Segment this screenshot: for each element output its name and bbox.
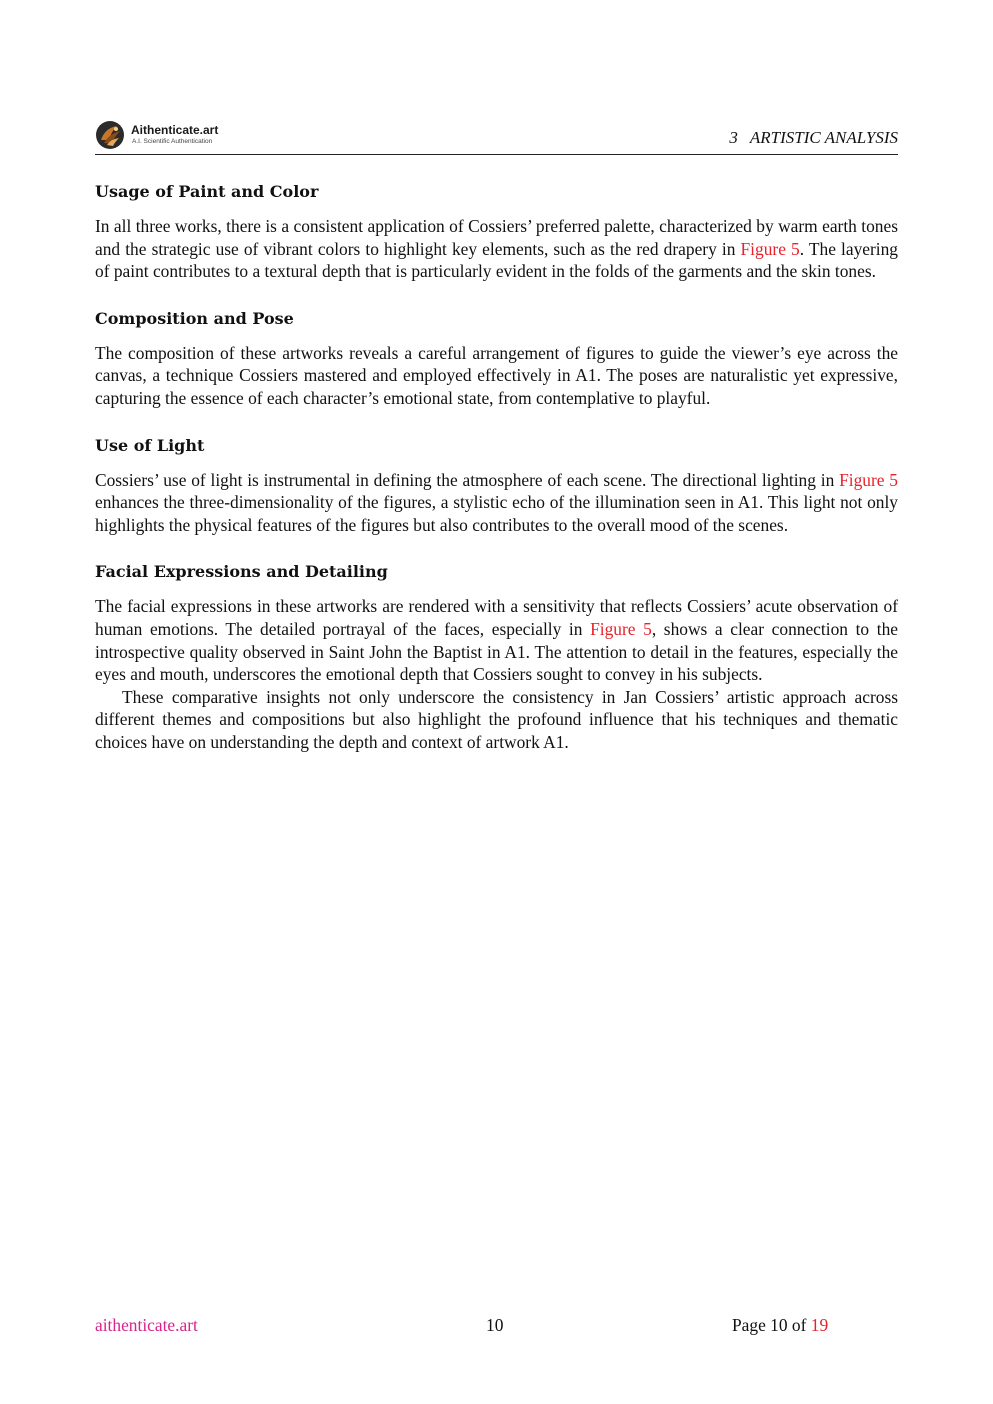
figure-reference-link[interactable]: Figure 5 <box>740 238 800 259</box>
figure-reference-link[interactable]: Figure 5 <box>590 618 652 639</box>
section-facial-expressions <box>95 560 898 753</box>
brand-name: Aithenticate.art <box>131 123 219 137</box>
section-heading: Facial Expressions and Detailing <box>95 562 388 582</box>
section-heading: Composition and Pose <box>95 308 294 328</box>
section-use-of-light <box>95 434 898 537</box>
body-paragraph: Cossiers’ use of light is instrumental in defining the atmosphere of each scene. The directional lighting in Figure 5 enhances the three-dimensionality of the figures, a stylistic echo of the illumination seen in A1. This light not only highlights the physical features of the figures but also contributes to the overall mood of the scenes. <box>95 469 898 535</box>
total-pages-link[interactable]: 19 <box>810 1315 829 1335</box>
brush-logo-icon <box>95 120 125 150</box>
running-head <box>729 128 898 148</box>
figure-reference-link[interactable]: Figure 5 <box>839 469 898 490</box>
brand-tagline: A.I. Scientific Authentication <box>132 138 213 145</box>
footer-site-link[interactable]: aithenticate.art <box>95 1315 198 1335</box>
body-paragraph: These comparative insights not only underscore the consistency in Jan Cossiers’ artistic approach across different themes and compositions but also highlight the profound influence that his techniques and thematic choices have on understanding the depth and context of artwork A1. <box>95 686 898 752</box>
section-number: 3 <box>729 128 738 147</box>
body-paragraph: The composition of these artworks reveals a careful arrangement of figures to guide the viewer’s eye across the canvas, a technique Cossiers mastered and employed effectively in A1. The poses are naturalistic yet expressive, capturing the essence of each character’s emotional state, from contemplative to playful. <box>95 342 898 408</box>
section-heading: Use of Light <box>95 435 205 455</box>
page-header <box>95 116 898 155</box>
page-body <box>95 180 898 778</box>
body-paragraph: The facial expressions in these artworks are rendered with a sensitivity that reflects Cossiers’ acute observation of human emotions. The detailed portrayal of the faces, especially in Figure 5, shows a clear connection to the introspective quality observed in Saint John the Baptist in A1. The attention to detail in the features, especially the eyes and mouth, underscores the emotional depth that Cossiers sought to convey in his subjects. <box>95 596 898 685</box>
section-title: ARTISTIC ANALYSIS <box>749 128 898 147</box>
section-paint-color <box>95 180 898 283</box>
section-heading: Usage of Paint and Color <box>95 182 319 201</box>
section-composition-pose <box>95 307 898 410</box>
body-paragraph: In all three works, there is a consistent application of Cossiers’ preferred palette, characterized by warm earth tones and the strategic use of vibrant colors to highlight key elements, such as the red drapery in Figure 5. The layering of paint contributes to a textural depth that is particularly evident in the folds of the garments and the skin tones. <box>95 216 898 282</box>
page-footer <box>95 1315 898 1339</box>
footer-page-number: 10 <box>486 1315 504 1335</box>
footer-page-count: Page 10 of 19 <box>732 1315 829 1335</box>
